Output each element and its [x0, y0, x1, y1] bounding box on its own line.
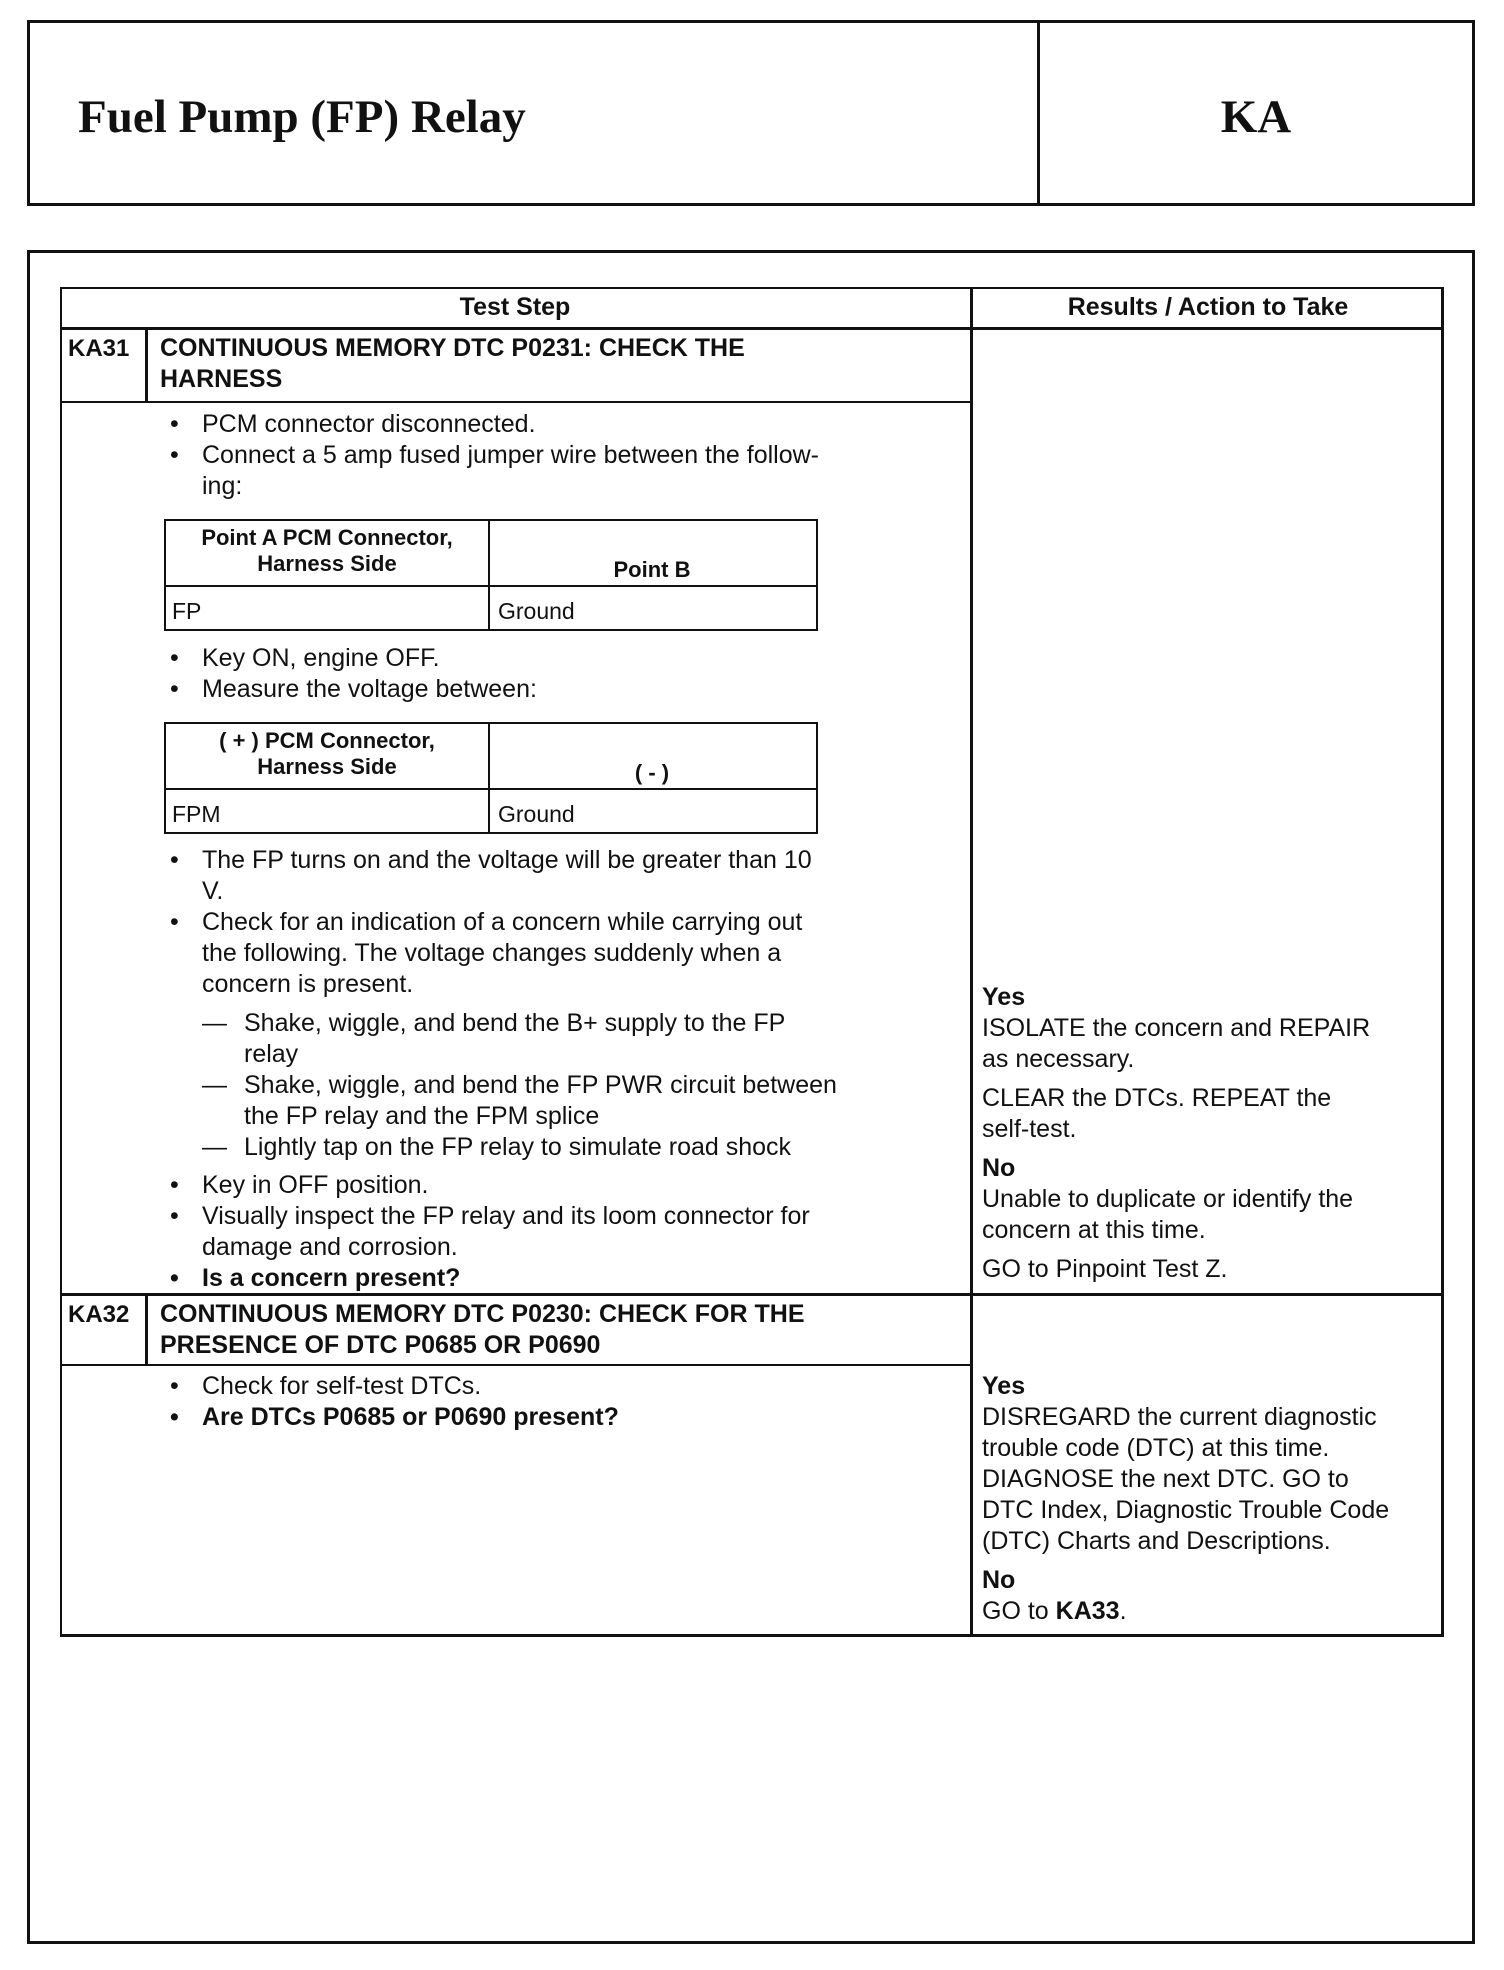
list-item: • Key ON, engine OFF. [160, 643, 960, 674]
list-item: ing: [202, 472, 243, 500]
ka32-results: Yes DISREGARD the current diagnostic trouble code (DTC) at this time. DIAGNOSE the next DTC. GO to DTC Index, Diagnostic Trouble Code (DTC) Charts and Descriptions. No GO to KA33. [982, 1371, 1442, 1627]
step-id-ka32: KA32 [68, 1301, 130, 1328]
diagnostic-table [60, 287, 1444, 1637]
ka31-bullets-d [160, 1170, 970, 1294]
voltage-cell-b: Ground [498, 801, 575, 827]
list-item: • Connect a 5 amp fused jumper wire between the follow- [160, 440, 960, 471]
ka31-bullets-c [160, 845, 970, 1163]
ka32-bullets [160, 1371, 960, 1433]
jumper-head-a: Point A PCM Connector, Harness Side [201, 525, 453, 576]
voltage-cell-a: FPM [172, 801, 221, 827]
list-item: • Check for an indication of a concern while carrying out the following. The voltage changes suddenly when a concern is present. — Shake, wiggle, and bend the B+ supply to the FP relay — Shake, wiggle, and bend the FP PWR circuit between the FP relay and the FPM splice — Lightly tap on the FP relay to simulate road shock [160, 907, 970, 1163]
voltage-table [164, 722, 818, 834]
step-title-ka31: CONTINUOUS MEMORY DTC P0231: CHECK THE HARNESS [160, 334, 745, 393]
yes-label: Yes [982, 1372, 1026, 1400]
list-item: — Lightly tap on the FP relay to simulate road shock [202, 1132, 970, 1163]
list-item: — Shake, wiggle, and bend the B+ supply to the FP relay [202, 1008, 970, 1070]
jumper-cell-a: FP [172, 598, 202, 624]
list-item: • Check for self-test DTCs. [160, 1371, 960, 1402]
step-id-ka31: KA31 [68, 335, 130, 362]
list-item: • Are DTCs P0685 or P0690 present? [160, 1402, 960, 1433]
list-item: — Shake, wiggle, and bend the FP PWR circuit between the FP relay and the FPM splice [202, 1070, 970, 1132]
ka31-results: Yes ISOLATE the concern and REPAIR as necessary. CLEAR the DTCs. REPEAT the self-test. No Unable to duplicate or identify the concern at this time. GO to Pinpoint Test Z. [982, 982, 1442, 1285]
page-header [27, 20, 1475, 206]
section-code: KA [1220, 91, 1292, 143]
no-label: No [982, 1566, 1016, 1594]
step-title-ka32: CONTINUOUS MEMORY DTC P0230: CHECK FOR THE PRESENCE OF DTC P0685 OR P0690 [160, 1300, 805, 1359]
jumper-table [164, 519, 818, 631]
list-item: • Key in OFF position. [160, 1170, 970, 1201]
list-item: • Measure the voltage between: [160, 674, 960, 705]
ka31-bullets-b [160, 643, 960, 705]
voltage-head-a: ( + ) PCM Connector, Harness Side [219, 728, 435, 779]
no-label: No [982, 1154, 1016, 1182]
goto-link: KA33 [1055, 1597, 1120, 1625]
page-title: Fuel Pump (FP) Relay [30, 23, 1040, 203]
list-item: • PCM connector disconnected. [160, 409, 960, 440]
ka31-bullets-a [160, 409, 960, 502]
column-header-test-step: Test Step [459, 293, 571, 321]
list-item: • Is a concern present? [160, 1263, 970, 1294]
list-item: • Visually inspect the FP relay and its loom connector for damage and corrosion. [160, 1201, 970, 1263]
list-item: • The FP turns on and the voltage will be greater than 10 V. [160, 845, 970, 907]
jumper-head-b: Point B [613, 557, 691, 582]
column-header-results: Results / Action to Take [1067, 293, 1349, 321]
yes-label: Yes [982, 983, 1026, 1011]
jumper-cell-b: Ground [498, 598, 575, 624]
voltage-head-b: ( - ) [634, 760, 670, 785]
